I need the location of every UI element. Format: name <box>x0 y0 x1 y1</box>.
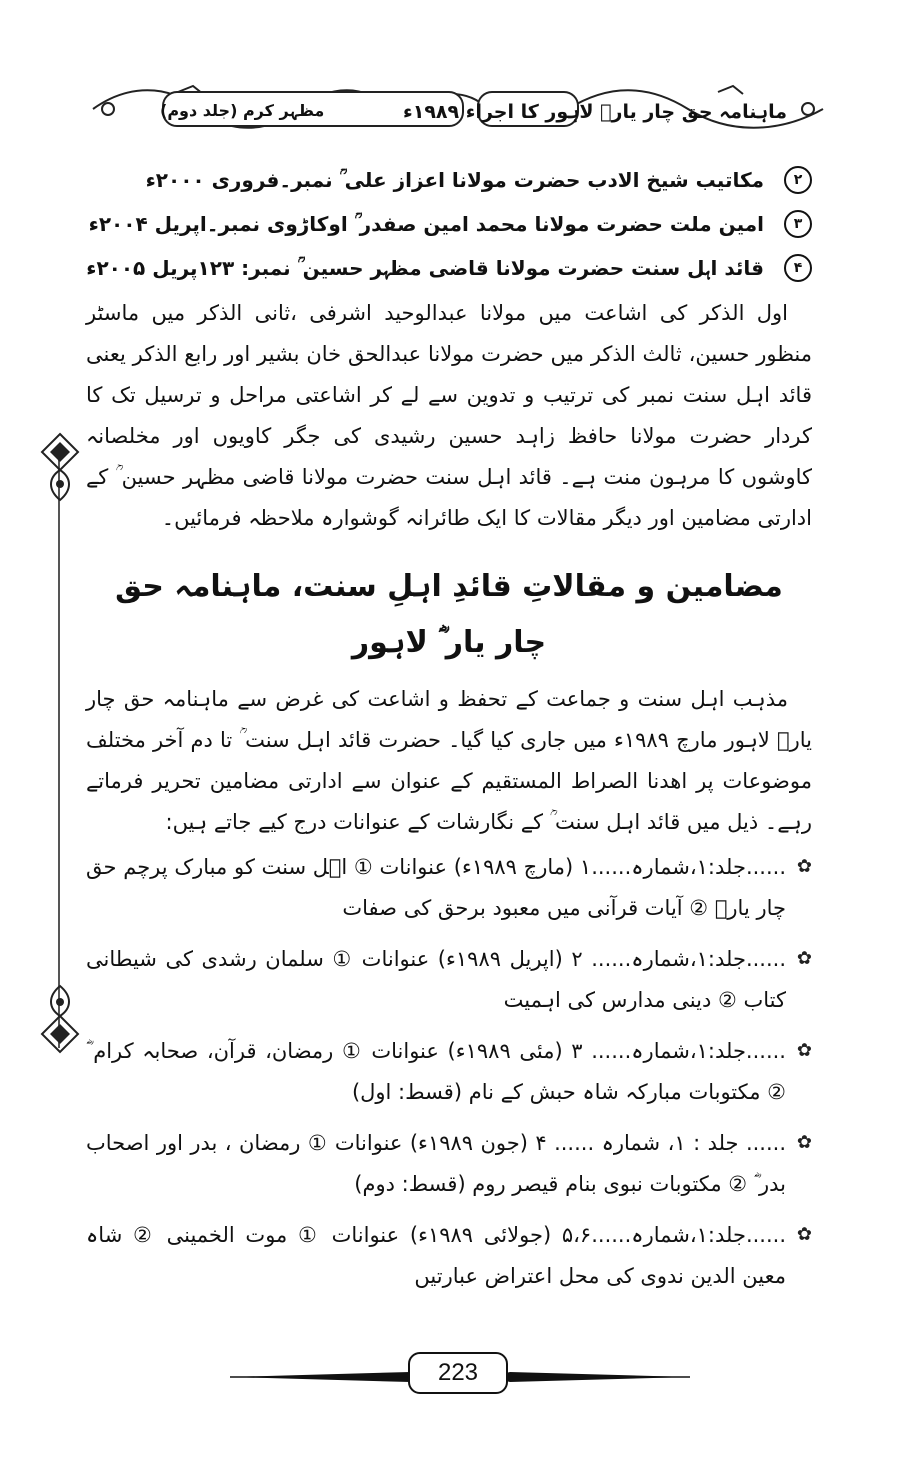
source-text: قائد اہل سنت حضرت مولانا قاضی مظہر حسین ؒ نمبر: ۱۲۳پریل ۲۰۰۵ء <box>86 256 764 280</box>
source-text: امین ملت حضرت مولانا محمد امین صفدر ؒ اوکاڑوی نمبر۔اپریل ۲۰۰۴ء <box>88 212 764 236</box>
source-item <box>86 248 812 289</box>
item-number: ۲ <box>784 166 812 194</box>
section-heading: مضامین و مقالاتِ قائدِ اہلِ سنت، ماہنامہ حق چار یار ؓ لاہور <box>115 569 783 660</box>
source-item <box>86 204 812 245</box>
issue-text: ......جلد:۱،شمارہ...... ۳ (مئی ۱۹۸۹ء) عنوانات ① رمضان، قرآن، صحابہ کرام ؓ ② مکتوبات مبارکہ شاہ حبش کے نام (قسط: اول) <box>86 1039 786 1104</box>
issue-text: ......جلد:۱،شمارہ......۵،۶ (جولائی ۱۹۸۹ء) عنوانات ① موت الخمینی ② شاہ معین الدین ندوی کی محل اعتراض عبارتیں <box>86 1223 787 1288</box>
margin-rule <box>58 448 60 1048</box>
issue-list <box>86 847 812 1297</box>
list-item <box>86 1031 812 1113</box>
list-item <box>86 1215 812 1297</box>
source-item <box>86 160 812 201</box>
flower-bullet-icon: ✿ <box>796 1040 812 1061</box>
list-item <box>86 939 812 1021</box>
source-text: مکاتیب شیخ الادب حضرت مولانا اعزاز علی ؒ نمبر۔فروری ۲۰۰۰ء <box>145 168 764 192</box>
running-head-book: مظہر کرم (جلد دوم) <box>160 101 325 120</box>
intro-paragraph: اول الذکر کی اشاعت میں مولانا عبدالوحید اشرفی ،ثانی الذکر میں ماسٹر منظور حسین، ثالث الذکر میں حضرت مولانا عبدالحق خان بشیر اور رابع الذکر یعنی قائد اہل سنت نمبر کی ترتیب و تدوین سے لے کر اشاعتی مراحل و ترسیل تک کا کردار حضرت مولانا حافظ زاہد حسین رشیدی کی جگر کاویوں اور مخلصانہ کاوشوں کا مرہون منت ہے۔ قائد اہل سنت حضرت مولانا قاضی مظہر حسین ؒ کے ادارتی مضامین اور دیگر مقالات کا ایک طائرانہ گوشوارہ ملاحظہ فرمائیں۔ <box>86 301 812 530</box>
flower-bullet-icon: ✿ <box>796 856 812 877</box>
list-item <box>86 847 812 929</box>
issue-text: ......جلد:۱،شمارہ...... ۲ (اپریل ۱۹۸۹ء) عنوانات ① سلمان رشدی کی شیطانی کتاب ② دینی مدارس کی اہمیت <box>86 947 787 1012</box>
running-head-title: ماہنامہ حق چار یارؓ لاہور کا اجراء ۱۹۸۹ء <box>403 101 787 123</box>
margin-ornament-top-icon <box>38 432 82 502</box>
issue-text: ...... جلد : ۱، شمارہ ...... ۴ (جون ۱۹۸۹ء) عنوانات ① رمضان ، بدر اور اصحاب بدر ؓ ② مکتوبات نبوی بنام قیصر روم (قسط: دوم) <box>86 1131 787 1196</box>
issue-text: ......جلد:۱،شمارہ......۱ (مارچ ۱۹۸۹ء) عنوانات ① اہل سنت کو مبارک پرچم حق چار یارؓ ② آیات قرآنی میں معبود برحق کی صفات <box>86 855 786 920</box>
section-paragraph: مذہب اہل سنت و جماعت کے تحفظ و اشاعت کی غرض سے ماہنامہ حق چار یارؓ لاہور مارچ ۱۹۸۹ء میں جاری کیا گیا۔ حضرت قائد اہل سنت ؒ تا دم آخر مختلف موضوعات پر اھدنا الصراط المستقیم کے عنوان سے ادارتی مضامین تحریر فرماتے رہے۔ ذیل میں قائد اہل سنت ؒ کے نگارشات کے عنوانات درج کیے جاتے ہیں: <box>86 687 812 834</box>
item-number: ۴ <box>784 254 812 282</box>
flower-bullet-icon: ✿ <box>796 948 812 969</box>
source-list <box>86 160 812 289</box>
margin-ornament-bottom-icon <box>38 984 82 1054</box>
flower-bullet-icon: ✿ <box>796 1132 812 1153</box>
page-number: 223 <box>408 1352 508 1394</box>
flower-bullet-icon: ✿ <box>796 1224 812 1245</box>
list-item <box>86 1123 812 1205</box>
page-body <box>86 160 812 1310</box>
item-number: ۳ <box>784 210 812 238</box>
